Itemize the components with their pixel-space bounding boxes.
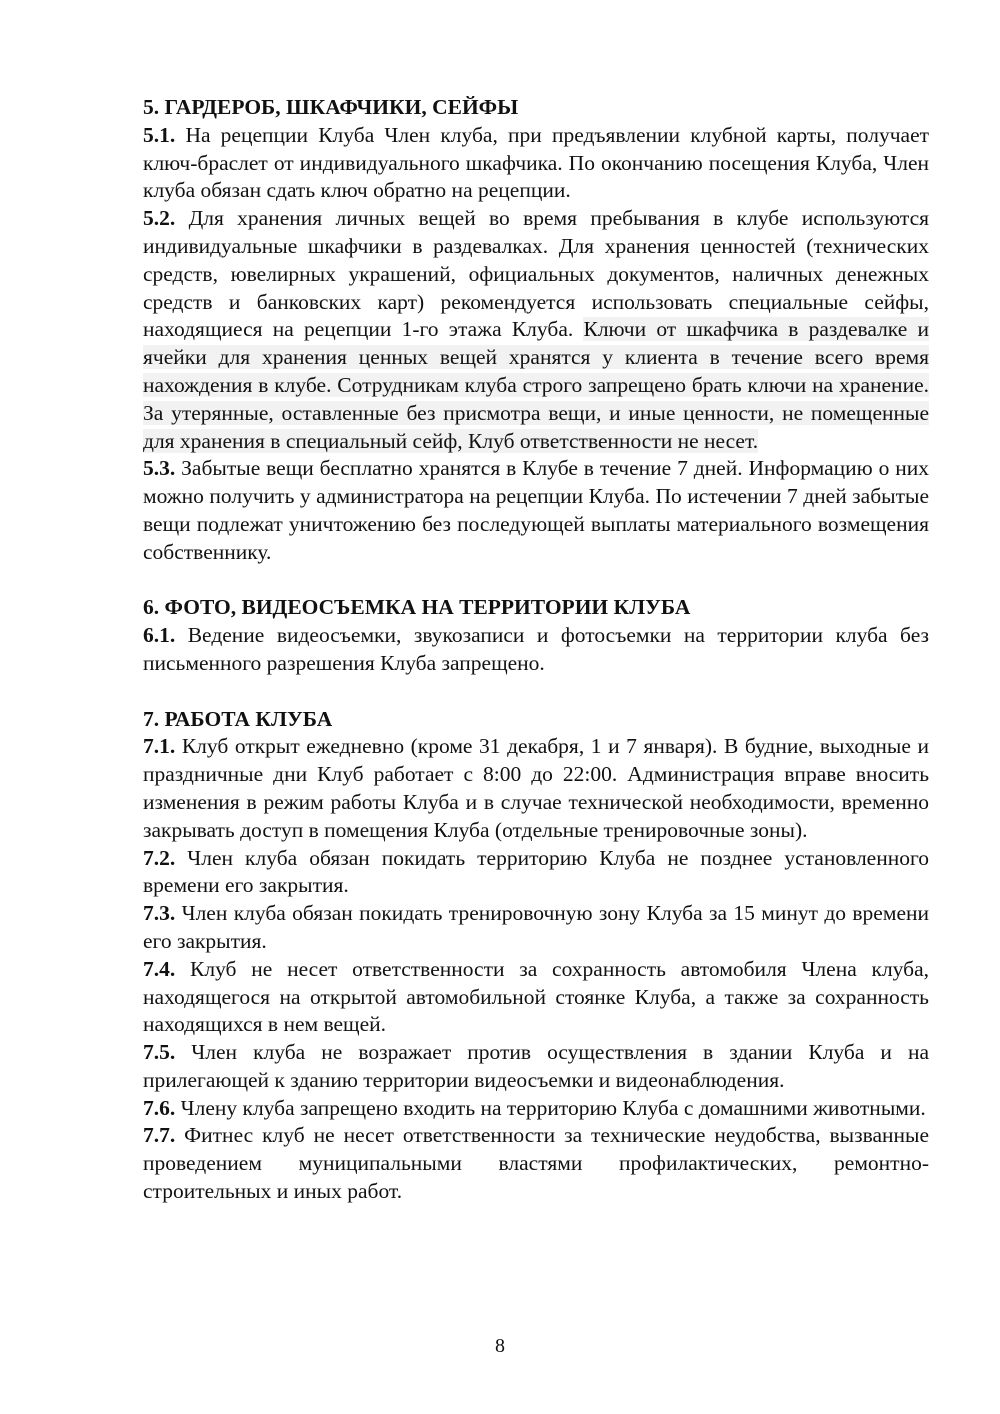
clause-number: 7.1. <box>143 734 176 759</box>
clause-text: Член клуба не возражает против осуществления в здании Клуба и на прилегающей к зданию территории видеосъемки и видеонаблюдения. <box>143 1040 930 1092</box>
clause-number: 7.4. <box>143 956 176 981</box>
clause-7-5 <box>143 1039 929 1095</box>
clause-number: 5.1. <box>143 122 176 147</box>
section-photo-video <box>143 594 929 677</box>
clause-number: 5.2. <box>143 206 176 231</box>
section-wardrobe <box>143 94 929 567</box>
clause-5-3 <box>143 455 929 566</box>
clause-text: Клуб открыт ежедневно (кроме 31 декабря, 1 и 7 января). В будние, выходные и праздничные дни Клуб работает с 8:00 до 22:00. Администрация вправе вносить изменения в режим работы Клуба и в случае технической необходимости, временно закрывать доступ в помещения Клуба (отдельные тренировочные зоны). <box>143 734 929 842</box>
page-number: 8 <box>495 1335 505 1357</box>
clause-text: Член клуба обязан покидать территорию Клуба не позднее установленного времени его закрытия. <box>143 845 930 898</box>
document-page <box>143 94 929 1206</box>
clause-7-7 <box>143 1122 929 1205</box>
clause-number: 6.1. <box>143 623 176 648</box>
section-club-operation <box>143 706 929 1206</box>
clause-text: Члену клуба запрещено входить на территорию Клуба с домашними животными. <box>180 1095 926 1120</box>
clause-text: Фитнес клуб не несет ответственности за технические неудобства, вызванные проведением муниципальными властями профилактических, ремонтно-строительных и иных работ. <box>143 1123 929 1204</box>
clause-text: Клуб не несет ответственности за сохранность автомобиля Члена клуба, находящегося на открытой автомобильной стоянке Клуба, а также за сохранность находящихся в нем вещей. <box>143 956 929 1037</box>
clause-number: 7.5. <box>143 1040 176 1065</box>
clause-text: Для хранения личных вещей во время пребывания в клубе используются индивидуальные шкафчики в раздевалках. Для хранения ценностей (технических средств, ювелирных украшений, официальных документов, наличных денежных средств и банковских карт) рекомендуется использовать специальные сейфы, находящиеся на рецепции 1-го этажа Клуба. <box>143 206 930 342</box>
section-heading: 7. РАБОТА КЛУБА <box>143 706 333 731</box>
clause-number: 5.3. <box>143 456 176 481</box>
clause-text: На рецепции Клуба Член клуба, при предъявлении клубной карты, получает ключ-браслет от индивидуального шкафчика. По окончанию посещения Клуба, Член клуба обязан сдать ключ обратно на рецепции. <box>143 122 930 203</box>
clause-text: Член клуба обязан покидать тренировочную зону Клуба за 15 минут до времени его закрытия. <box>143 901 929 953</box>
clause-7-2 <box>143 845 929 901</box>
clause-text: Ведение видеосъемки, звукозаписи и фотосъемки на территории клуба без письменного разрешения Клуба запрещено. <box>143 623 929 675</box>
clause-7-3 <box>143 900 929 956</box>
clause-7-4 <box>143 956 929 1039</box>
clause-text-highlighted: Ключи от шкафчика в раздевалке и ячейки для хранения ценных вещей хранятся у клиента в течение всего время нахождения в клубе. Сотрудникам клуба строго запрещено брать ключи на хранение. За утерянные, оставленные без присмотра вещи, и иные ценности, не помещенные для хранения в специальный сейф, Клуб ответственности не несет. <box>143 317 930 453</box>
clause-number: 7.6. <box>143 1095 176 1120</box>
clause-7-6 <box>143 1095 929 1123</box>
section-heading: 5. ГАРДЕРОБ, ШКАФЧИКИ, СЕЙФЫ <box>143 95 519 119</box>
clause-text: Забытые вещи бесплатно хранятся в Клубе в течение 7 дней. Информацию о них можно получить у администратора на рецепции Клуба. По истечении 7 дней забытые вещи подлежат уничтожению без последующей выплаты материального возмещения собственнику. <box>143 456 929 564</box>
clause-5-2 <box>143 205 929 455</box>
clause-7-1 <box>143 733 929 844</box>
section-heading: 6. ФОТО, ВИДЕОСЪЕМКА НА ТЕРРИТОРИИ КЛУБА <box>143 595 691 620</box>
clause-number: 7.2. <box>143 845 176 870</box>
clause-number: 7.3. <box>143 901 176 926</box>
clause-6-1 <box>143 622 929 678</box>
clause-5-1 <box>143 122 929 205</box>
clause-number: 7.7. <box>143 1123 176 1148</box>
